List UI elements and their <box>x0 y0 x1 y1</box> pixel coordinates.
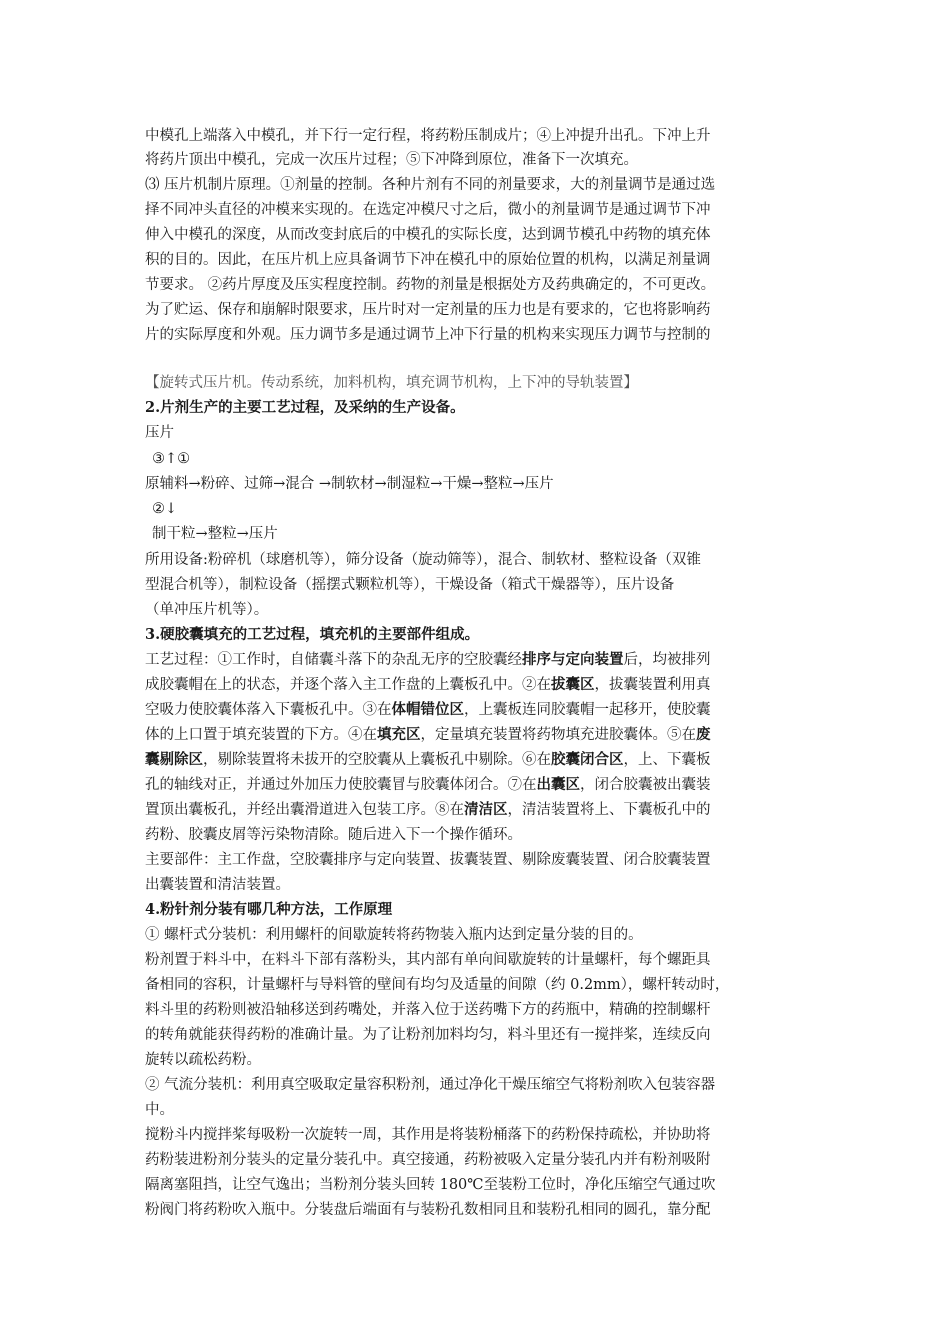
parts-line: 出囊装置和清洁装置。 <box>145 877 290 893</box>
body-line: 搅粉斗内搅拌桨每吸粉一次旋转一周，其作用是将装粉桶落下的药粉保持疏松，并协助将 <box>145 1127 711 1143</box>
body-line: 备相同的容积，计量螺杆与导料管的壁间有均匀及适量的间隙（约 0.2mm），螺杆转动时， <box>145 977 730 993</box>
process-line: 成胶囊帽在上的状态，并逐个落入主工作盘的上囊板孔中。②在拔囊区，拔囊装置利用真 <box>145 676 711 693</box>
body-line: 隔离塞阻挡，让空气逸出；当粉剂分装头回转 180℃至装粉工位时，净化压缩空气通过吹 <box>145 1177 716 1193</box>
process-line: 药粉、胶囊皮屑等污染物清除。随后进入下一个操作循环。 <box>145 827 522 843</box>
process-line: 空吸力使胶囊体落入下囊板孔中。③在体帽错位区，上囊板连同胶囊帽一起移开，使胶囊 <box>145 701 711 718</box>
flow-top: 压片 <box>145 425 174 441</box>
process-line: 工艺过程：①工作时，自储囊斗落下的杂乱无序的空胶囊经排序与定向装置后，均被排列 <box>145 651 711 668</box>
body-line: 旋转以疏松药粉。 <box>145 1052 261 1068</box>
flow-bottom: 制干粒→整粒→压片 <box>152 526 278 542</box>
bracket-note: 【旋转式压片机。传动系统，加料机构，填充调节机构，上下冲的导轨装置】 <box>145 375 638 391</box>
process-line: 体的上口置于填充装置的下方。④在填充区，定量填充装置将药物填充进胶囊体。⑤在废 <box>145 726 711 743</box>
process-line: 置顶出囊板孔，并经出囊滑道进入包装工序。⑧在清洁区，清洁装置将上、下囊板孔中的 <box>145 801 711 818</box>
body-line: ① 螺杆式分装机：利用螺杆的间歇旋转将药物装入瓶内达到定量分装的目的。 <box>145 927 643 943</box>
section-heading-4: 4.粉针剂分装有哪几种方法，工作原理 <box>145 901 393 918</box>
equipment-line: 型混合机等），制粒设备（摇摆式颗粒机等），干燥设备（箱式干燥器等），压片设备 <box>145 577 675 593</box>
parts-line: 主要部件：主工作盘，空胶囊排序与定向装置、拔囊装置、剔除废囊装置、闭合胶囊装置 <box>145 852 711 868</box>
section-heading-2: 2.片剂生产的主要工艺过程，及采纳的生产设备。 <box>145 399 465 416</box>
section-heading-3: 3.硬胶囊填充的工艺过程，填充机的主要部件组成。 <box>145 626 480 643</box>
paragraph-line: 将药片顶出中模孔，完成一次压片过程；⑤下冲降到原位，准备下一次填充。 <box>145 152 638 168</box>
flow-down-row: ②↓ <box>152 501 178 517</box>
equipment-line: （单冲压片机等）。 <box>145 602 269 618</box>
body-line: 粉剂置于料斗中，在料斗下部有落粉头，其内部有单向间歇旋转的计量螺杆，每个螺距具 <box>145 952 711 968</box>
body-line: 中。 <box>145 1102 174 1118</box>
process-line: 孔的轴线对正，并通过外加压力使胶囊冒与胶囊体闭合。⑦在出囊区，闭合胶囊被出囊装 <box>145 776 711 793</box>
flow-main: 原辅料→粉碎、过筛→混合 →制软材→制湿粒→干燥→整粒→压片 <box>145 476 554 492</box>
body-line: 粉阀门将药粉吹入瓶中。分装盘后端面有与装粉孔数相同且和装粉孔相同的圆孔，靠分配 <box>145 1202 711 1218</box>
body-line: 料斗里的药粉则被沿轴移送到药嘴处，并落入位于送药嘴下方的药瓶中，精确的控制螺杆 <box>145 1002 711 1018</box>
paragraph-line: 择不同冲头直径的冲模来实现的。在选定冲模尺寸之后，微小的剂量调节是通过调节下冲 <box>145 202 711 218</box>
paragraph-line: 节要求。 ②药片厚度及压实程度控制。药物的剂量是根据处方及药典确定的，不可更改。 <box>145 277 716 293</box>
flow-up-row: ③↑① <box>152 451 191 467</box>
paragraph-line: ⑶ 压片机制片原理。①剂量的控制。各种片剂有不同的剂量要求，大的剂量调节是通过选 <box>145 177 716 193</box>
body-line: ② 气流分装机：利用真空吸取定量容积粉剂，通过净化干燥压缩空气将粉剂吹入包装容器 <box>145 1077 716 1093</box>
body-line: 药粉装进粉剂分装头的定量分装孔中。真空接通，药粉被吸入定量分装孔内并有粉剂吸附 <box>145 1152 711 1168</box>
paragraph-line: 伸入中模孔的深度，从而改变封底后的中模孔的实际长度，达到调节模孔中药物的填充体 <box>145 227 711 243</box>
process-line: 囊剔除区，剔除装置将未拔开的空胶囊从上囊板孔中剔除。⑥在胶囊闭合区，上、下囊板 <box>145 751 711 768</box>
paragraph-line: 中模孔上端落入中模孔，并下行一定行程，将药粉压制成片；④上冲提升出孔。下冲上升 <box>145 128 711 144</box>
equipment-line: 所用设备:粉碎机（球磨机等），筛分设备（旋动筛等），混合、制软材、整粒设备（双锥 <box>145 552 701 568</box>
paragraph-line: 为了贮运、保存和崩解时限要求，压片时对一定剂量的压力也是有要求的，它也将影响药 <box>145 302 711 318</box>
body-line: 的转角就能获得药粉的准确计量。为了让粉剂加料均匀，料斗里还有一搅拌桨，连续反向 <box>145 1027 711 1043</box>
paragraph-line: 积的目的。因此，在压片机上应具备调节下冲在模孔中的原始位置的机构，以满足剂量调 <box>145 252 711 268</box>
paragraph-line: 片的实际厚度和外观。压力调节多是通过调节上冲下行量的机构来实现压力调节与控制的 <box>145 327 711 343</box>
